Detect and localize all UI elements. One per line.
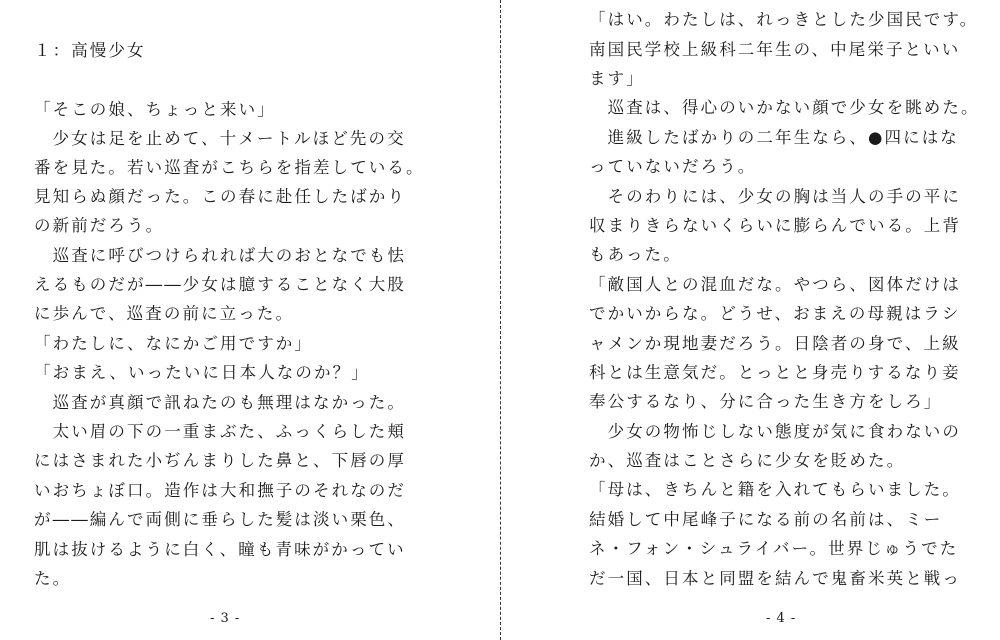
text-line: 収まりきらないくらいに膨らんでいる。上背 bbox=[589, 216, 961, 235]
text-line: 「そこの娘、ちょっと来い」 bbox=[34, 100, 276, 119]
text-line: 巡査に呼びつけられれば大のおとなでも怯 bbox=[34, 246, 406, 265]
text-line: いおちょぼ口。造作は大和撫子のそれなのだ bbox=[34, 481, 406, 500]
text-line: か、巡査はことさらに少女を貶めた。 bbox=[589, 451, 906, 470]
text-line: 南国民学校上級科二年生の、中尾栄子といい bbox=[589, 40, 961, 59]
text-line: 「母は、きちんと籍を入れてもらいました。 bbox=[589, 480, 961, 499]
text-line: た。 bbox=[34, 569, 72, 588]
text-line: 少女の物怖じしない態度が気に食わないの bbox=[589, 422, 961, 441]
text-line: にはさまれた小ぢんまりした鼻と、下唇の厚 bbox=[34, 451, 406, 470]
text-line: 進級したばかりの二年生なら、●四にはな bbox=[589, 128, 959, 147]
text-line: 見知らぬ顔だった。この春に赴任したばかり bbox=[34, 187, 406, 206]
page-number: - 3 - bbox=[210, 611, 241, 626]
text-line: もあった。 bbox=[589, 245, 682, 264]
text-line: 「おまえ、いったいに日本人なのか？」 bbox=[34, 363, 370, 382]
text-line: に歩んで、巡査の前に立った。 bbox=[34, 304, 295, 323]
text-line: 巡査は、得心のいかない顔で少女を眺めた。 bbox=[589, 98, 980, 117]
text-line: の新前だろう。 bbox=[34, 216, 165, 235]
page-number: - 4 - bbox=[766, 611, 797, 626]
chapter-title: １：高慢少女 bbox=[34, 41, 146, 60]
text-line: 少女は足を止めて、十メートルほど先の交 bbox=[34, 129, 406, 148]
text-line: ます」 bbox=[589, 69, 645, 88]
text-line: 番を見た。若い巡査がこちらを指差している。 bbox=[34, 158, 425, 177]
text-line: ャメンか現地妻だろう。日陰者の身で、上級 bbox=[589, 334, 961, 353]
text-line: 「敵国人との混血だな。やつら、図体だけは bbox=[589, 275, 961, 294]
text-line: 奉公するなり、分に合った生き方をしろ」 bbox=[589, 392, 943, 411]
text-line: 結婚して中尾峰子になる前の名前は、ミー bbox=[589, 510, 943, 529]
text-line: だ一国、日本と同盟を結んで鬼畜米英と戦っ bbox=[589, 569, 961, 588]
text-line: 「はい。わたしは、れっきとした少国民です。 bbox=[589, 10, 979, 29]
text-line: えるものだが――少女は臆することなく大股 bbox=[34, 275, 406, 294]
text-line: 「わたしに、なにかご用ですか」 bbox=[34, 334, 313, 353]
right-page bbox=[501, 0, 1000, 640]
text-line: が――編んで両側に垂らした髪は淡い栗色、 bbox=[34, 510, 406, 529]
text-line: っていないだろう。 bbox=[589, 157, 757, 176]
text-line: 巡査が真顔で訊ねたのも無理はなかった。 bbox=[34, 393, 406, 412]
text-line: 肌は抜けるように白く、瞳も青味がかってい bbox=[34, 540, 406, 559]
text-line: そのわりには、少女の胸は当人の手の平に bbox=[589, 187, 961, 206]
text-line: ネ・フォン・シュライバー。世界じゅうでた bbox=[589, 539, 959, 558]
text-line: 科とは生意気だ。とっとと身売りするなり妾 bbox=[589, 363, 961, 382]
text-line: 太い眉の下の一重まぶた、ふっくらした頬 bbox=[34, 422, 406, 441]
text-line: でかいからな。どうせ、おまえの母親はラシ bbox=[589, 304, 961, 323]
